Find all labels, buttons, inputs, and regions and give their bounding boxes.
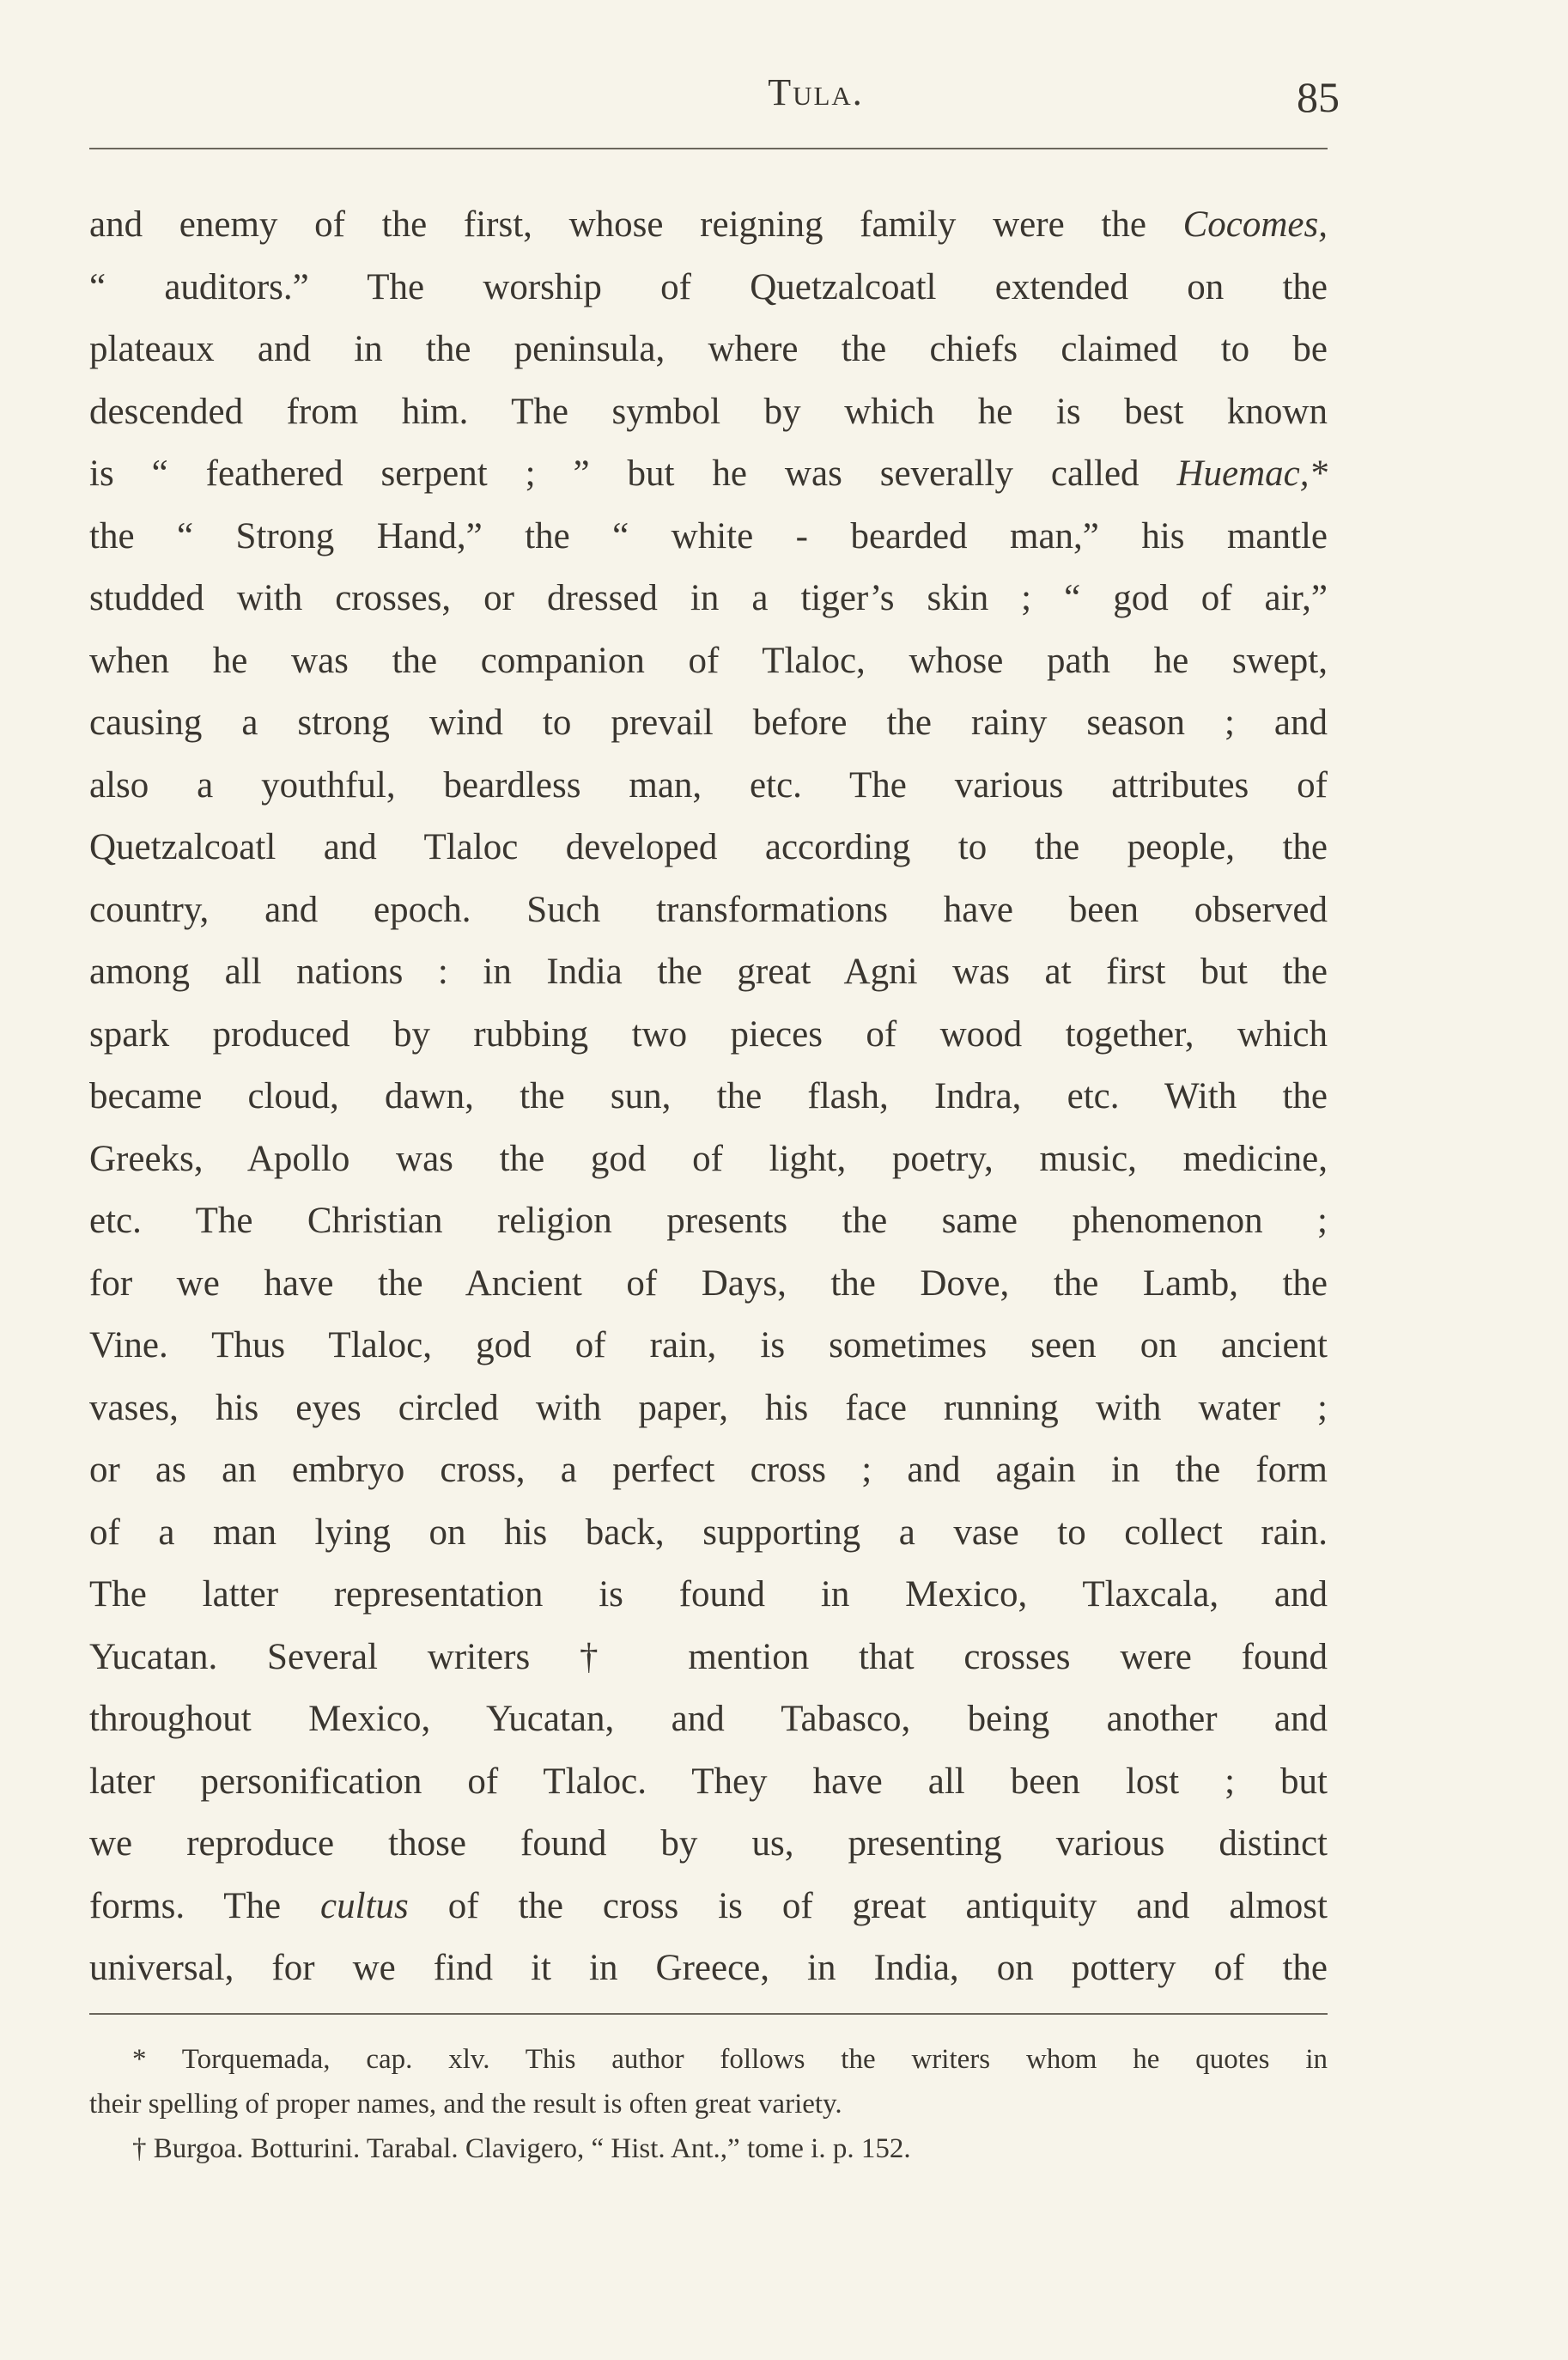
body-line: for we have the Ancient of Days, the Dove, the Lamb, the [89,1262,1328,1304]
italic-term: Cocomes, [1182,204,1328,245]
body-line: The latter representation is found in Mexico, Tlaxcala, and [89,1574,1328,1615]
footnote-rule [89,2013,1328,2015]
body-line: we reproduce those found by us, presenting various distinct [89,1823,1328,1864]
body-line: later personification of Tlaloc. They have all been lost ; but [89,1761,1328,1802]
body-line: or as an embryo cross, a perfect cross ; and again in the form [89,1450,1328,1490]
running-head-title: Tula. [768,71,864,113]
body-line: also a youthful, beardless man, etc. The various attributes of [89,764,1328,806]
body-line: Quetzalcoatl and Tlaloc developed according to the people, the [89,827,1328,867]
body-line: vases, his eyes circled with paper, his face running with water ; [89,1387,1328,1428]
body-line: of a man lying on his back, supporting a vase to collect rain. [89,1511,1328,1553]
footnote-line: † Burgoa. Botturini. Tarabal. Clavigero, “ Hist. Ant.,” tome i. p. 152. [132,2133,911,2164]
body-line: “ auditors.” The worship of Quetzalcoatl extended on the [89,266,1328,307]
body-line: studded with crosses, or dressed in a tiger’s skin ; “ god of air,” [89,578,1328,618]
body-line: etc. The Christian religion presents the same phenomenon ; [89,1201,1328,1241]
italic-term: cultus [320,1885,409,1926]
footnote-line: * Torquemada, cap. xlv. This author follows the writers whom he quotes in [132,2044,1328,2075]
italic-term: Huemac,* [1176,453,1328,494]
body-line: became cloud, dawn, the sun, the flash, Indra, etc. With the [89,1076,1328,1116]
footnotes [89,2037,1328,2171]
body-line: spark produced by rubbing two pieces of wood together, which [89,1013,1328,1055]
body-line: plateaux and in the peninsula, where the chiefs claimed to be [89,329,1328,369]
body-line: is “ feathered serpent ; ” but he was severally called Huemac,* [89,453,1328,494]
body-line: country, and epoch. Such transformations have been observed [89,889,1328,930]
body-line: throughout Mexico, Yucatan, and Tabasco, being another and [89,1699,1328,1739]
body-line: universal, for we find it in Greece, in India, on pottery of the [89,1948,1328,1988]
page-number: 85 [1297,73,1340,121]
header-rule [89,148,1328,149]
body-text [89,194,1328,2000]
body-line: Greeks, Apollo was the god of light, poetry, music, medicine, [89,1138,1328,1179]
body-line: and enemy of the first, whose reigning family were the Cocomes, [89,204,1328,245]
body-line: causing a strong wind to prevail before the rainy season ; and [89,703,1328,743]
body-line: descended from him. The symbol by which he is best known [89,391,1328,432]
body-line: Vine. Thus Tlaloc, god of rain, is sometimes seen on ancient [89,1325,1328,1366]
body-line: among all nations : in India the great Agni was at first but the [89,952,1328,992]
body-line: when he was the companion of Tlaloc, whose path he swept, [89,640,1328,681]
body-line: forms. The cultus of the cross is of great antiquity and almost [89,1885,1328,1926]
footnote-line: their spelling of proper names, and the result is often great variety. [89,2089,842,2120]
body-line: Yucatan. Several writers † mention that crosses were found [89,1636,1328,1677]
body-line: the “ Strong Hand,” the “ white - bearded man,” his mantle [89,515,1328,557]
